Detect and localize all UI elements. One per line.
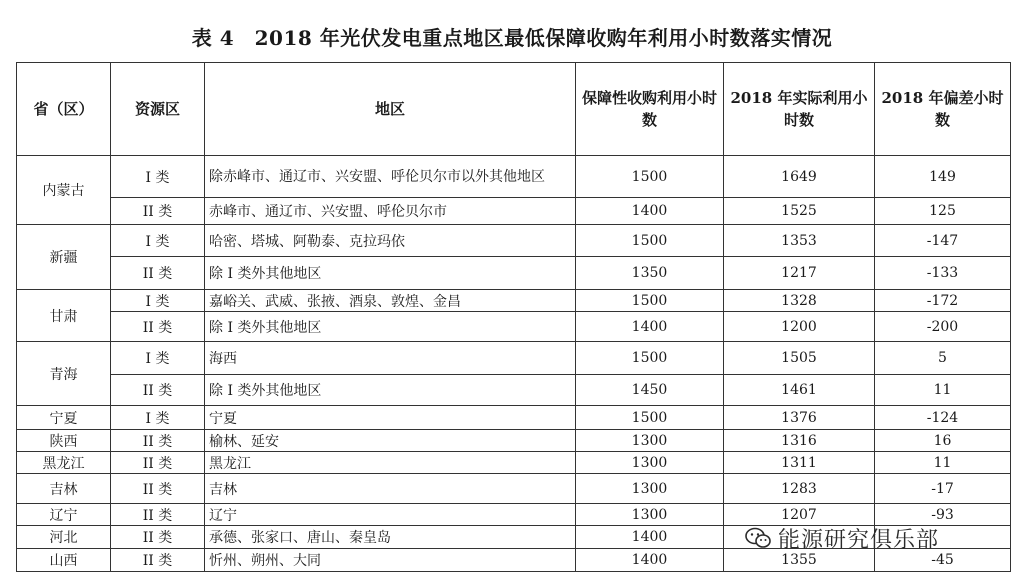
- region-cell: 辽宁: [205, 504, 576, 526]
- region-cell: 除赤峰市、通辽市、兴安盟、呼伦贝尔市以外其他地区: [205, 156, 576, 198]
- guaranteed-cell: 1500: [576, 290, 724, 312]
- actual-cell: 1353: [724, 225, 875, 257]
- actual-cell: 1461: [724, 375, 875, 406]
- header-actual-hours: 2018 年实际利用小时数: [724, 63, 875, 156]
- guaranteed-cell: 1500: [576, 156, 724, 198]
- province-cell: 甘肃: [17, 290, 111, 342]
- guaranteed-cell: 1500: [576, 225, 724, 257]
- deviation-cell: -200: [875, 312, 1011, 342]
- province-cell: 山西: [17, 549, 111, 572]
- region-cell: 宁夏: [205, 406, 576, 430]
- deviation-cell: 16: [875, 430, 1011, 452]
- region-cell: 除 I 类外其他地区: [205, 312, 576, 342]
- region-cell: 吉林: [205, 474, 576, 504]
- table-row: [17, 406, 1011, 430]
- table-row: [17, 474, 1011, 504]
- deviation-cell: 149: [875, 156, 1011, 198]
- deviation-cell: 5: [875, 342, 1011, 375]
- zone-cell: II 类: [111, 526, 205, 549]
- region-cell: 榆林、延安: [205, 430, 576, 452]
- guaranteed-cell: 1300: [576, 504, 724, 526]
- actual-cell: 1355: [724, 549, 875, 572]
- province-cell: 吉林: [17, 474, 111, 504]
- deviation-cell: -124: [875, 406, 1011, 430]
- province-cell: 新疆: [17, 225, 111, 290]
- region-cell: 赤峰市、通辽市、兴安盟、呼伦贝尔市: [205, 198, 576, 225]
- zone-cell: I 类: [111, 156, 205, 198]
- deviation-cell: 11: [875, 452, 1011, 474]
- guaranteed-cell: 1500: [576, 342, 724, 375]
- guaranteed-cell: 1500: [576, 406, 724, 430]
- actual-cell: 1316: [724, 430, 875, 452]
- table-row: [17, 257, 1011, 290]
- deviation-cell: -93: [875, 504, 1011, 526]
- guaranteed-cell: 1400: [576, 198, 724, 225]
- table-row: [17, 156, 1011, 198]
- table-row: [17, 225, 1011, 257]
- guaranteed-cell: 1300: [576, 452, 724, 474]
- region-cell: 海西: [205, 342, 576, 375]
- zone-cell: I 类: [111, 342, 205, 375]
- zone-cell: II 类: [111, 504, 205, 526]
- province-cell: 黑龙江: [17, 452, 111, 474]
- header-guaranteed-hours: 保障性收购利用小时数: [576, 63, 724, 156]
- province-cell: 青海: [17, 342, 111, 406]
- deviation-cell: 11: [875, 375, 1011, 406]
- zone-cell: II 类: [111, 375, 205, 406]
- header-row: [17, 63, 1011, 156]
- region-cell: 哈密、塔城、阿勒泰、克拉玛依: [205, 225, 576, 257]
- actual-cell: 1328: [724, 290, 875, 312]
- actual-cell: 1200: [724, 312, 875, 342]
- actual-cell: 1505: [724, 342, 875, 375]
- zone-cell: I 类: [111, 406, 205, 430]
- zone-cell: II 类: [111, 198, 205, 225]
- deviation-cell: -172: [875, 290, 1011, 312]
- actual-cell: 1217: [724, 257, 875, 290]
- zone-cell: II 类: [111, 430, 205, 452]
- table-row: [17, 375, 1011, 406]
- table-row: [17, 342, 1011, 375]
- header-province: 省（区）: [17, 63, 111, 156]
- zone-cell: I 类: [111, 290, 205, 312]
- region-cell: 除 I 类外其他地区: [205, 257, 576, 290]
- guaranteed-cell: 1400: [576, 526, 724, 549]
- header-deviation: 2018 年偏差小时数: [875, 63, 1011, 156]
- region-cell: 嘉峪关、武威、张掖、酒泉、敦煌、金昌: [205, 290, 576, 312]
- table-row: [17, 452, 1011, 474]
- table-row: [17, 290, 1011, 312]
- table-row: [17, 430, 1011, 452]
- deviation-cell: -133: [875, 257, 1011, 290]
- deviation-cell: 125: [875, 198, 1011, 225]
- table-title: 表 4 2018 年光伏发电重点地区最低保障收购年利用小时数落实情况: [191, 26, 833, 50]
- wechat-icon: [744, 526, 772, 550]
- guaranteed-cell: 1350: [576, 257, 724, 290]
- watermark-text: 能源研究俱乐部: [778, 527, 940, 553]
- zone-cell: II 类: [111, 452, 205, 474]
- zone-cell: I 类: [111, 225, 205, 257]
- province-cell: 陕西: [17, 430, 111, 452]
- header-resource-zone: 资源区: [111, 63, 205, 156]
- zone-cell: II 类: [111, 549, 205, 572]
- guaranteed-cell: 1450: [576, 375, 724, 406]
- guaranteed-cell: 1400: [576, 549, 724, 572]
- actual-cell: 1376: [724, 406, 875, 430]
- actual-cell: 1311: [724, 452, 875, 474]
- data-table: [16, 62, 1011, 572]
- actual-cell: 1525: [724, 198, 875, 225]
- guaranteed-cell: 1300: [576, 474, 724, 504]
- guaranteed-cell: 1300: [576, 430, 724, 452]
- actual-cell: 1207: [724, 504, 875, 526]
- province-cell: 宁夏: [17, 406, 111, 430]
- zone-cell: II 类: [111, 312, 205, 342]
- header-region: 地区: [205, 63, 576, 156]
- region-cell: 除 I 类外其他地区: [205, 375, 576, 406]
- actual-cell: 1649: [724, 156, 875, 198]
- guaranteed-cell: 1400: [576, 312, 724, 342]
- actual-cell: 1283: [724, 474, 875, 504]
- province-cell: 辽宁: [17, 504, 111, 526]
- zone-cell: II 类: [111, 474, 205, 504]
- province-cell: 河北: [17, 526, 111, 549]
- table-row: [17, 198, 1011, 225]
- region-cell: 忻州、朔州、大同: [205, 549, 576, 572]
- table-row: [17, 312, 1011, 342]
- zone-cell: II 类: [111, 257, 205, 290]
- deviation-cell: -147: [875, 225, 1011, 257]
- region-cell: 承德、张家口、唐山、秦皇岛: [205, 526, 576, 549]
- province-cell: 内蒙古: [17, 156, 111, 225]
- deviation-cell: -45: [875, 549, 1011, 572]
- watermark: [744, 520, 1004, 556]
- deviation-cell: -17: [875, 474, 1011, 504]
- region-cell: 黑龙江: [205, 452, 576, 474]
